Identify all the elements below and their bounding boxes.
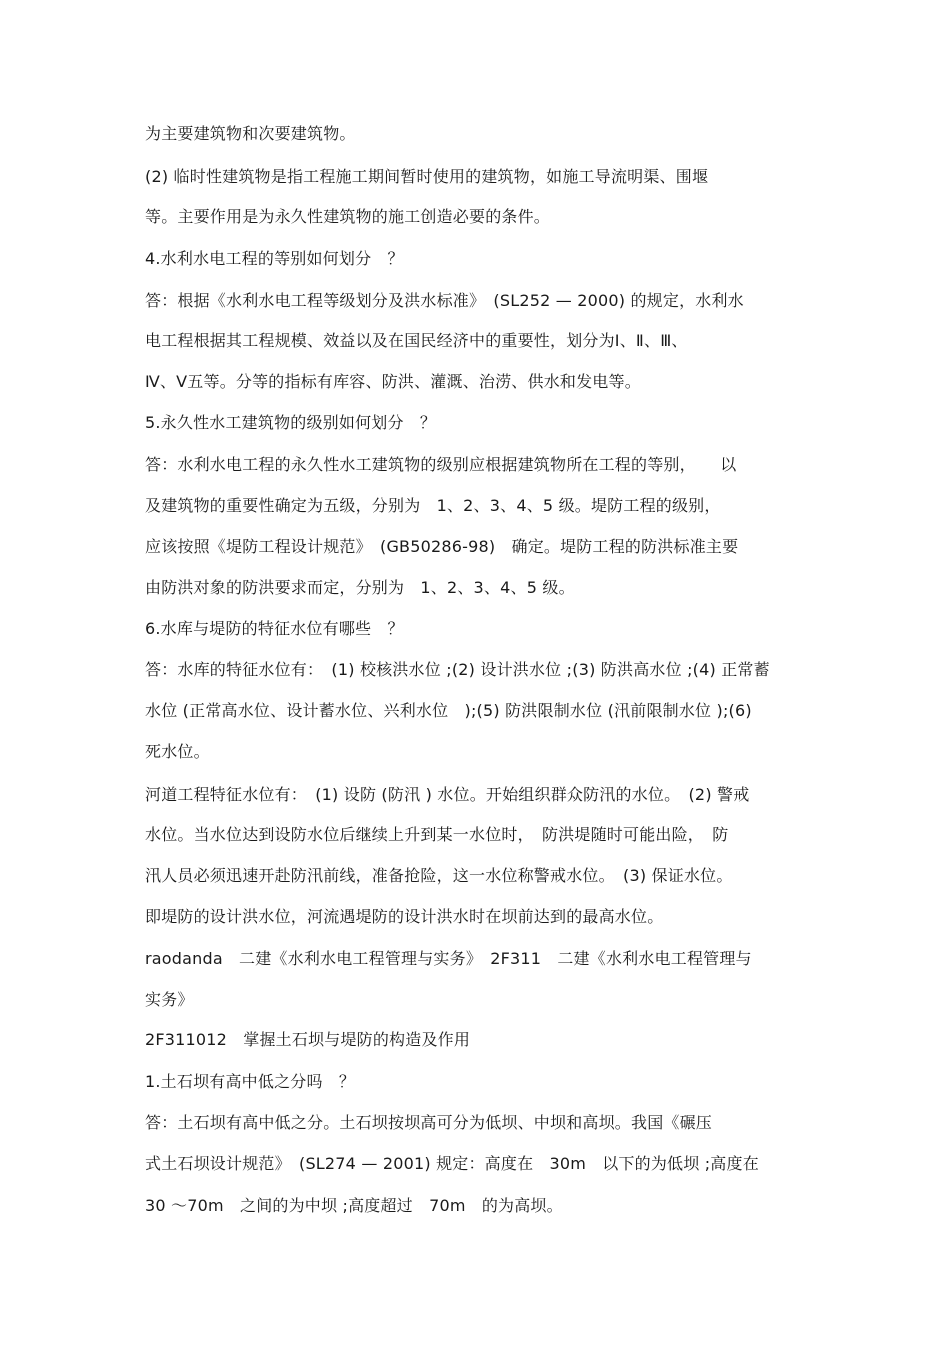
question-heading: 4.水利水电工程的等别如何划分 ？ <box>145 249 404 268</box>
text-line: 答：根据《水利水电工程等级划分及洪水标准》 (SL252 — 2000) 的规定，水利水 <box>145 291 744 310</box>
text-line: 水位 (正常高水位、设计蓄水位、兴利水位 );(5) 防洪限制水位 (汛前限制水位 );(6) <box>145 701 752 720</box>
text-line: 由防洪对象的防洪要求而定，分别为 1、2、3、4、5 级。 <box>145 578 575 597</box>
text-line: 式土石坝设计规范》 (SL274 — 2001) 规定：高度在 30m 以下的为低坝 ;高度在 <box>145 1154 759 1173</box>
text-line: 30 ～70m 之间的为中坝 ;高度超过 70m 的为高坝。 <box>145 1196 563 1215</box>
text-line: 及建筑物的重要性确定为五级，分别为 1、2、3、4、5 级。堤防工程的级别， <box>145 496 721 515</box>
text-line: 为主要建筑物和次要建筑物。 <box>145 124 356 143</box>
text-line: 等。主要作用是为永久性建筑物的施工创造必要的条件。 <box>145 207 551 226</box>
text-line: 汛人员必须迅速开赴防汛前线，准备抢险，这一水位称警戒水位。 (3) 保证水位。 <box>145 866 733 885</box>
text-line: 答：水库的特征水位有： (1) 校核洪水位 ;(2) 设计洪水位 ;(3) 防洪高水位 ;(4) 正常蓄 <box>145 660 770 679</box>
section-heading: 2F311012 掌握土石坝与堤防的构造及作用 <box>145 1030 471 1049</box>
text-line: 即堤防的设计洪水位，河流遇堤防的设计洪水时在坝前达到的最高水位。 <box>145 907 664 926</box>
text-line: (2) 临时性建筑物是指工程施工期间暂时使用的建筑物，如施工导流明渠、围堰 <box>145 167 709 186</box>
text-line: 答：土石坝有高中低之分。土石坝按坝高可分为低坝、中坝和高坝。我国《碾压 <box>145 1113 713 1132</box>
text-line: 水位。当水位达到设防水位后继续上升到某一水位时， 防洪堤随时可能出险， 防 <box>145 825 729 844</box>
text-line: 应该按照《堤防工程设计规范》 (GB50286-98) 确定。堤防工程的防洪标准主要 <box>145 537 739 556</box>
text-line: 答：水利水电工程的永久性水工建筑物的级别应根据建筑物所在工程的等别， 以 <box>145 455 737 474</box>
question-heading: 6.水库与堤防的特征水位有哪些 ？ <box>145 619 404 638</box>
text-line: 河道工程特征水位有： (1) 设防 (防汛 ) 水位。开始组织群众防汛的水位。 (2) 警戒 <box>145 785 750 804</box>
text-line: 死水位。 <box>145 742 210 761</box>
text-line: 电工程根据其工程规模、效益以及在国民经济中的重要性，划分为Ⅰ、Ⅱ、Ⅲ、 <box>145 331 688 350</box>
question-heading: 5.永久性水工建筑物的级别如何划分 ？ <box>145 413 437 432</box>
text-line: Ⅳ、Ⅴ五等。分等的指标有库容、防洪、灌溉、治涝、供水和发电等。 <box>145 372 641 391</box>
section-label: raodanda 二建《水利水电工程管理与实务》 2F311 二建《水利水电工程管理与 <box>145 949 752 968</box>
section-label: 实务》 <box>145 990 194 1009</box>
question-heading: 1.土石坝有高中低之分吗 ？ <box>145 1072 356 1091</box>
